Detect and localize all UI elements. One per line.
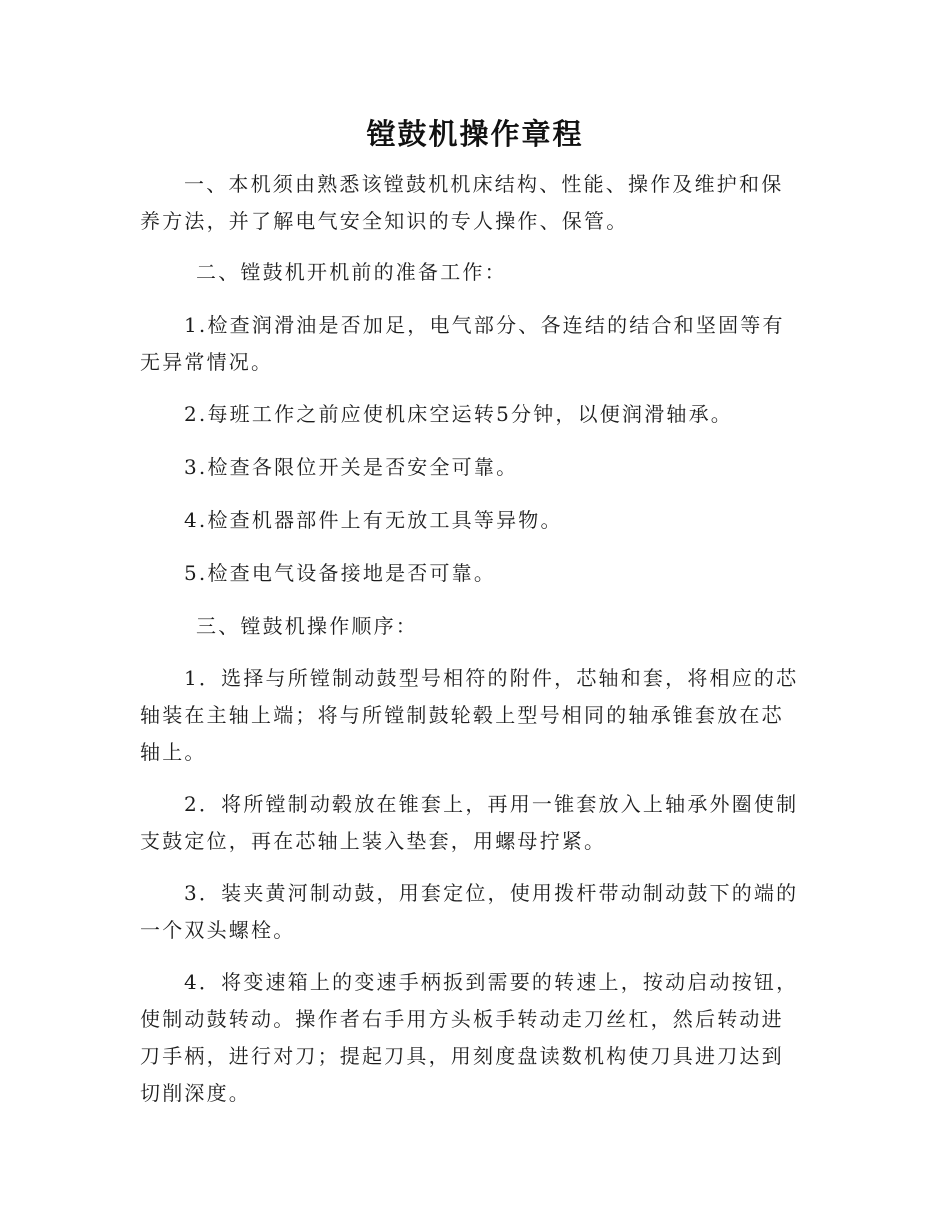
- paragraph-step-4: 4．将变速箱上的变速手柄扳到需要的转速上，按动启动按钮，使制动鼓转动。操作者右手用方头板手转动走刀丝杠，然后转动进刀手柄，进行对刀；提起刀具，用刻度盘读数机构使刀具进刀达到切削深度。: [140, 970, 799, 1105]
- paragraph-step-2: 2．将所镗制动毂放在锥套上，再用一锥套放入上轴承外圈使制支鼓定位，再在芯轴上装入垫套，用螺母拧紧。: [140, 792, 799, 853]
- paragraph-check-5: 5.检查电气设备接地是否可靠。: [184, 561, 497, 585]
- paragraph-1: 一、本机须由熟悉该镗鼓机机床结构、性能、操作及维护和保养方法，并了解电气安全知识的专人操作、保管。: [140, 172, 784, 233]
- section-heading-2: 二、镗鼓机开机前的准备工作：: [196, 260, 507, 284]
- paragraph-check-2: 2.每班工作之前应使机床空运转5分钟，以便润滑轴承。: [184, 402, 734, 426]
- paragraph-check-1: 1.检查润滑油是否加足，电气部分、各连结的结合和坚固等有无异常情况。: [140, 313, 785, 374]
- paragraph-check-3: 3.检查各限位开关是否安全可靠。: [184, 455, 519, 479]
- paragraph-check-4: 4.检查机器部件上有无放工具等异物。: [184, 508, 563, 532]
- paragraph-step-1: 1．选择与所镗制动鼓型号相符的附件，芯轴和套，将相应的芯轴装在主轴上端；将与所镗制鼓轮毂上型号相同的轴承锥套放在芯轴上。: [140, 666, 799, 764]
- paragraph-step-3: 3．装夹黄河制动鼓，用套定位，使用拨杆带动制动鼓下的端的一个双头螺栓。: [140, 881, 799, 942]
- document-title: 镗鼓机操作章程: [366, 117, 584, 151]
- section-heading-3: 三、镗鼓机操作顺序：: [196, 614, 418, 638]
